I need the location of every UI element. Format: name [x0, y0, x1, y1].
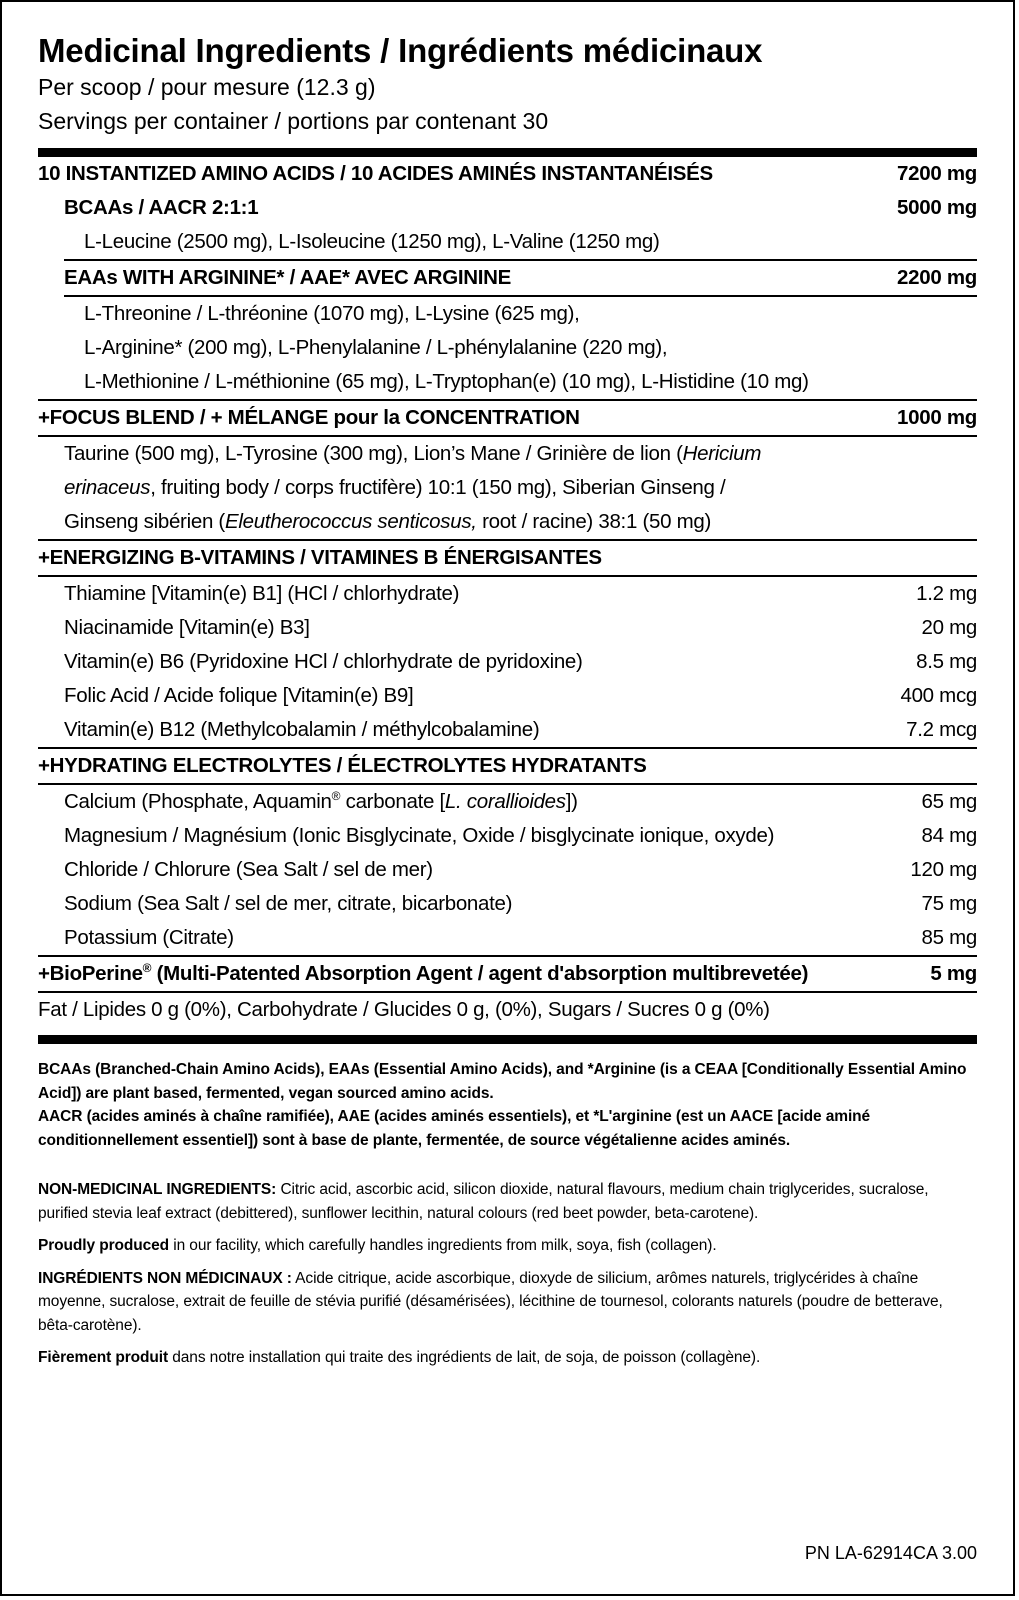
- focus-text: root / racine) 38:1 (50 mg): [476, 510, 711, 533]
- eaa-value: 2200 mg: [897, 266, 977, 289]
- thick-divider: [38, 1035, 977, 1044]
- amino-acids-value: 7200 mg: [897, 162, 977, 185]
- registered-mark: ®: [142, 961, 152, 976]
- panel-title: Medicinal Ingredients / Ingrédients médicinaux: [38, 32, 763, 69]
- panel-content: [38, 32, 977, 1370]
- produced-fr: [38, 1346, 977, 1370]
- bioperine-row: [38, 957, 977, 991]
- electrolytes-label: +HYDRATING ELECTROLYTES / ÉLECTROLYTES HYDRATANTS: [38, 754, 647, 777]
- fat-carb-sugar-line: Fat / Lipides 0 g (0%), Carbohydrate / Glucides 0 g, (0%), Sugars / Sucres 0 g (0%): [38, 998, 770, 1021]
- vitamin-name: Folic Acid / Acide folique [Vitamin(e) B9]: [64, 684, 414, 707]
- electrolyte-row: [38, 921, 977, 955]
- focus-detail-line: [38, 437, 977, 471]
- focus-latin: erinaceus: [64, 476, 151, 499]
- electrolyte-row: [38, 887, 977, 921]
- calcium-text: ]): [565, 790, 578, 813]
- electrolyte-value: 75 mg: [921, 892, 977, 915]
- vitamin-value: 8.5 mg: [916, 650, 977, 673]
- servings-per-container: Servings per container / portions par contenant 30: [38, 108, 549, 134]
- calcium-text: carbonate [: [340, 790, 445, 813]
- calcium-latin: L. corallioides: [444, 790, 566, 813]
- non-medicinal-fr-label: INGRÉDIENTS NON MÉDICINAUX :: [38, 1269, 292, 1287]
- focus-text: Ginseng sibérien (: [64, 510, 225, 533]
- amino-acids-label: 10 INSTANTIZED AMINO ACIDS / 10 ACIDES AMINÉS INSTANTANÉISÉS: [38, 162, 713, 185]
- electrolyte-value: 120 mg: [910, 858, 977, 881]
- vitamins-label: +ENERGIZING B-VITAMINS / VITAMINES B ÉNERGISANTES: [38, 546, 602, 569]
- non-medicinal-en-text: Citric acid, ascorbic acid, silicon dioxide, natural flavours, medium chain triglycerides, sucralose, purified stevia leaf extract (debittered), sunflower lecithin, natural colours (red beet powder, beta-carotene).: [38, 1181, 929, 1222]
- non-medicinal-fr-text: Acide citrique, acide ascorbique, dioxyde de silicium, arômes naturels, triglycérides à chaîne moyenne, sucralose, extrait de feuille de stévia purifié (désamérisées), lécithine de tournesol, colorants naturels (poudre de betterave, bêta-carotène).: [38, 1269, 943, 1334]
- bioperine-value: 5 mg: [930, 962, 977, 985]
- vitamin-value: 7.2 mcg: [906, 718, 977, 741]
- electrolyte-name: Chloride / Chlorure (Sea Salt / sel de mer): [64, 858, 433, 881]
- focus-detail-line: [38, 505, 977, 539]
- electrolyte-name: [64, 785, 578, 819]
- vitamin-name: Thiamine [Vitamin(e) B1] (HCl / chlorhydrate): [64, 582, 460, 605]
- bcaa-value: 5000 mg: [897, 196, 977, 219]
- electrolyte-name: Sodium (Sea Salt / sel de mer, citrate, bicarbonate): [64, 892, 513, 915]
- thick-divider: [38, 148, 977, 157]
- electrolyte-row: [38, 853, 977, 887]
- non-medicinal-en: [38, 1178, 977, 1225]
- vitamin-value: 1.2 mg: [916, 582, 977, 605]
- serving-size: Per scoop / pour mesure (12.3 g): [38, 74, 376, 100]
- electrolyte-value: 85 mg: [921, 926, 977, 949]
- bioperine-text: +BioPerine: [38, 962, 143, 985]
- electrolyte-value: 84 mg: [921, 824, 977, 847]
- electrolyte-value: 65 mg: [921, 790, 977, 813]
- spacer: [38, 1152, 977, 1178]
- vitamin-row: [38, 679, 977, 713]
- vitamin-row: [38, 577, 977, 611]
- eaa-detail-line: L-Arginine* (200 mg), L-Phenylalanine / L-phénylalanine (220 mg),: [84, 336, 668, 359]
- focus-text: Taurine (500 mg), L-Tyrosine (300 mg), Lion’s Mane / Grinière de lion (: [64, 442, 683, 465]
- spacer: [38, 1225, 977, 1234]
- spacer: [38, 1337, 977, 1346]
- spacer: [38, 1258, 977, 1267]
- bioperine-text: (Multi-Patented Absorption Agent / agent d'absorption multibrevetée): [151, 962, 809, 985]
- vitamin-name: Vitamin(e) B12 (Methylcobalamin / méthylcobalamine): [64, 718, 540, 741]
- part-number: PN LA-62914CA 3.00: [804, 1543, 977, 1563]
- non-medicinal-en-label: NON-MEDICINAL INGREDIENTS:: [38, 1181, 277, 1198]
- vitamin-value: 20 mg: [921, 616, 977, 639]
- vitamin-name: Vitamin(e) B6 (Pyridoxine HCl / chlorhydrate de pyridoxine): [64, 650, 583, 673]
- non-medicinal-fr: [38, 1267, 977, 1338]
- produced-fr-text: dans notre installation qui traite des ingrédients de lait, de soja, de poisson (collagène).: [168, 1349, 761, 1366]
- eaa-detail-line: L-Threonine / L-thréonine (1070 mg), L-Lysine (625 mg),: [84, 302, 580, 325]
- footnote-fr: AACR (acides aminés à chaîne ramifiée), AAE (acides aminés essentiels), et *L'arginine (est un AACE [acide aminé conditionnellement essentiel]) sont à base de plante, fermentée, de source végétalienne acides aminés.: [38, 1108, 871, 1149]
- produced-en-text: in our facility, which carefully handles ingredients from milk, soya, fish (collagen).: [169, 1237, 717, 1254]
- focus-latin: Hericium: [682, 442, 762, 465]
- vitamin-row: [38, 713, 977, 747]
- produced-en: [38, 1234, 977, 1258]
- registered-mark: ®: [331, 789, 341, 804]
- electrolyte-name: Magnesium / Magnésium (Ionic Bisglycinate, Oxide / bisglycinate ionique, oxyde): [64, 824, 775, 847]
- electrolyte-name: Potassium (Citrate): [64, 926, 234, 949]
- focus-blend-value: 1000 mg: [897, 406, 977, 429]
- focus-detail-line: [38, 471, 977, 505]
- bcaa-row: [38, 191, 977, 225]
- focus-blend-row: [38, 401, 977, 435]
- bcaa-detail: L-Leucine (2500 mg), L-Isoleucine (1250 mg), L-Valine (1250 mg): [84, 230, 660, 253]
- electrolyte-row: [38, 819, 977, 853]
- vitamin-row: [38, 645, 977, 679]
- produced-fr-label: Fièrement produit: [38, 1349, 169, 1366]
- eaa-label: EAAs WITH ARGININE* / AAE* AVEC ARGININE: [64, 266, 512, 289]
- focus-blend-label: +FOCUS BLEND / + MÉLANGE pour la CONCENTRATION: [38, 406, 580, 429]
- eaa-detail-line: L-Methionine / L-méthionine (65 mg), L-Tryptophan(e) (10 mg), L-Histidine (10 mg): [84, 370, 809, 393]
- footnote-en: BCAAs (Branched-Chain Amino Acids), EAAs (Essential Amino Acids), and *Arginine (is a CEAA [Conditionally Essential Amino Acid]) are plant based, fermented, vegan sourced amino acids.: [38, 1061, 967, 1102]
- bcaa-label: BCAAs / AACR 2:1:1: [64, 196, 259, 219]
- calcium-text: Calcium (Phosphate, Aquamin: [64, 790, 332, 813]
- electrolyte-row: [38, 785, 977, 819]
- vitamin-name: Niacinamide [Vitamin(e) B3]: [64, 616, 310, 639]
- spacer: [38, 1044, 977, 1058]
- eaa-row: [38, 261, 977, 295]
- vitamin-row: [38, 611, 977, 645]
- produced-en-label: Proudly produced: [38, 1237, 170, 1254]
- focus-text: , fruiting body / corps fructifère) 10:1 (150 mg), Siberian Ginseng /: [150, 476, 726, 499]
- focus-latin: Eleutherococcus senticosus,: [224, 510, 477, 533]
- bioperine-label: [38, 957, 808, 991]
- vitamin-value: 400 mcg: [900, 684, 977, 707]
- amino-acids-row: [38, 157, 977, 191]
